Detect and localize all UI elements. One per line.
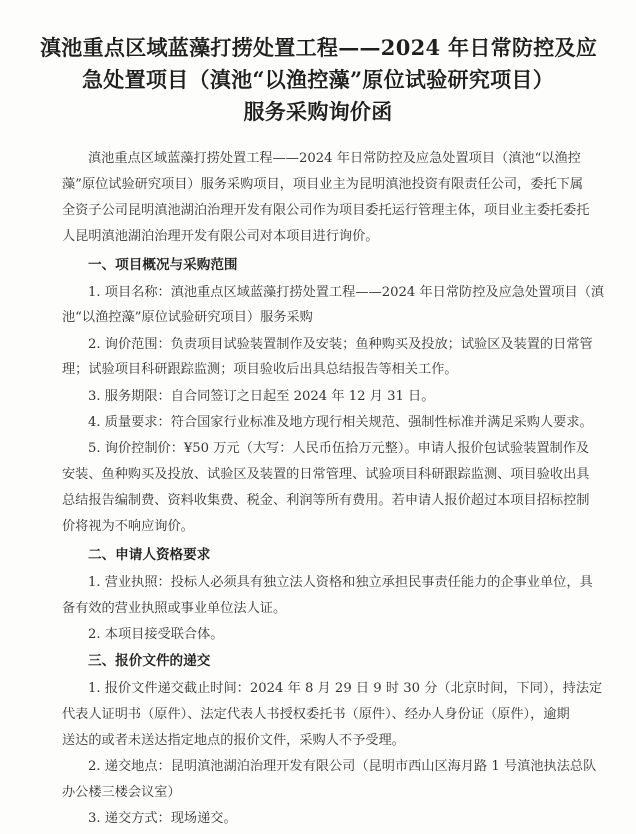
s3-item2-line-2: 办公楼三楼会议室） [62, 785, 181, 800]
s3-item3: 3. 递交方式：现场递交。 [88, 811, 237, 826]
intro-line-4: 人昆明滇池湖泊治理开发有限公司对本项目进行询价。 [62, 229, 379, 244]
s1-item5-line-2: 安装、鱼种购买及投放、试验区及装置的日常管理、试验项目科研跟踪监测、项目验收出具 [62, 467, 590, 482]
section-3-heading: 三、报价文件的递交 [88, 653, 211, 669]
document-title-line-1: 滇池重点区域蓝藻打捞处置工程——2024 年日常防控及应 [40, 35, 598, 60]
s1-item1-line-1: 1. 项目名称：滇池重点区域蓝藻打捞处置工程——2024 年日常防控及应急处置项目（滇 [88, 285, 605, 300]
intro-line-2: 藻”原位试验研究项目）服务采购项目，项目业主为昆明滇池投资有限责任公司，委托下属 [62, 177, 584, 192]
document-title-line-3: 服务采购询价函 [243, 99, 393, 124]
s1-item2-line-1: 2. 询价范围：负责项目试验装置制作及安装；鱼种购买及投放；试验区及装置的日常管 [88, 337, 593, 352]
s3-item1-line-2: 代表人证明书（原件）、法定代表人书授权委托书（原件）、经办人身份证（原件），逾期 [62, 707, 570, 722]
intro-line-1: 滇池重点区域蓝藻打捞处置工程——2024 年日常防控及应急处置项目（滇池“以渔控 [88, 151, 581, 166]
s1-item5-line-4: 价将视为不响应询价。 [62, 519, 194, 534]
s3-item1-line-1: 1. 报价文件递交截止时间：2024 年 8 月 29 日 9 时 30 分（北京时间，下同），持法定 [88, 681, 603, 696]
section-1-heading: 一、项目概况与采购范围 [88, 257, 238, 273]
section-2-heading: 二、申请人资格要求 [88, 547, 211, 563]
s1-item5-line-3: 总结报告编制费、资料收集费、税金、利润等所有费用。若申请人报价超过本项目招标控制 [62, 493, 590, 508]
s3-item2-line-1: 2. 递交地点：昆明滇池湖泊治理开发有限公司（昆明市西山区海月路 1 号滇池执法总队 [88, 759, 597, 774]
s2-item2: 2. 本项目接受联合体。 [88, 627, 224, 642]
s2-item1-line-2: 备有效的营业执照或事业单位法人证。 [62, 601, 287, 616]
document-title-line-2: 急处置项目（滇池“以渔控藻”原位试验研究项目） [81, 67, 555, 92]
s3-item1-line-3: 送达的或者未送达指定地点的报价文件，采购人不予受理。 [62, 733, 405, 748]
s1-item1-line-2: 池“以渔控藻”原位试验研究项目）服务采购 [62, 310, 313, 325]
intro-line-3: 全资子公司昆明滇池湖泊治理开发有限公司作为项目委托运行管理主体，项目业主委托委托 [62, 203, 590, 218]
s1-item2-line-2: 理；试验项目科研跟踪监测；项目验收后出具总结报告等相关工作。 [62, 362, 458, 377]
s1-item4: 4. 质量要求：符合国家行业标准及地方现行相关规范、强制性标准并满足采购人要求。 [88, 415, 593, 430]
s1-item3: 3. 服务期限：自合同签订之日起至 2024 年 12 月 31 日。 [88, 389, 435, 404]
s1-item5-line-1: 5. 询价控制价：¥50 万元（大写：人民币伍拾万元整）。申请人报价包试验装置制作及 [88, 441, 590, 456]
s2-item1-line-1: 1. 营业执照：投标人必须具有独立法人资格和独立承担民事责任能力的企事业单位，具 [88, 575, 593, 590]
